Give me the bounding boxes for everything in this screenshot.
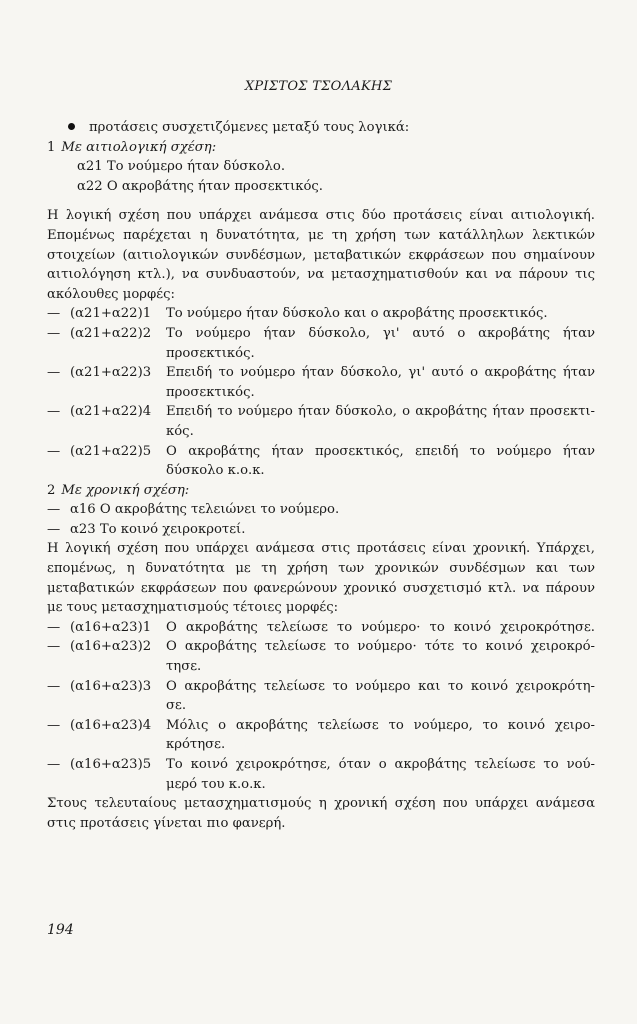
- page-number: 194: [47, 922, 74, 938]
- item-text: Ο ακροβάτης τελείωσε το νούμερο· το κοινό χειροκρότησε.: [166, 619, 595, 635]
- item-text: Επειδή το νούμερο ήταν δύσκολο, γι' αυτό ο ακροβάτης ήταν: [166, 365, 595, 381]
- example-line: α21 Το νούμερο ήταν δύσκολο.: [77, 159, 286, 175]
- bullet-text: προτάσεις συσχετιζόμενες μεταξύ τους λογικά:: [89, 120, 410, 135]
- item-text: Επειδή το νούμερο ήταν δύσκολο, ο ακροβάτης ήταν προσεκτι-: [166, 404, 595, 420]
- item-continuation: δύσκολο κ.ο.κ.: [166, 463, 265, 479]
- item-text: Ο ακροβάτης ήταν προσεκτικός, επειδή το νούμερο ήταν: [166, 443, 595, 459]
- item-continuation: τησε.: [166, 659, 202, 675]
- item-tag: (α21+α22)4: [70, 404, 152, 420]
- item-continuation: προσεκτικός.: [166, 384, 255, 400]
- example-text: α23 Το κοινό χειροκροτεί.: [70, 521, 246, 537]
- section-number: 2: [47, 482, 56, 498]
- transformation-item: — (α16+α23)1 Ο ακροβάτης τελείωσε το νούμερο· το κοινό χειροκρότησε.: [47, 618, 595, 638]
- item-text: Ο ακροβάτης τελείωσε το νούμερο· τότε το κοινό χειροκρό-: [166, 639, 595, 655]
- item-text: Το κοινό χειροκρότησε, όταν ο ακροβάτης τελείωσε το νού-: [166, 757, 595, 772]
- section-heading-2: [47, 481, 595, 501]
- paragraph-line: στοιχείων (αιτιολογικών συνδέσμων, μεταβατικών εκφράσεων που σημαίνουν: [47, 247, 595, 263]
- item-tag: (α21+α22)2: [70, 325, 152, 341]
- item-tag: (α21+α22)1: [70, 306, 152, 322]
- section-number: 1: [47, 139, 56, 155]
- section-title: Με αιτιολογική σχέση:: [61, 139, 217, 155]
- bullet-line: [47, 118, 595, 138]
- item-tag: (α16+α23)3: [70, 678, 152, 694]
- section-title: Με χρονική σχέση:: [61, 482, 190, 498]
- example-item: — α16 Ο ακροβάτης τελειώνει το νούμερο.: [47, 500, 595, 520]
- transformation-item: — (α21+α22)1 Το νούμερο ήταν δύσκολο και ο ακροβάτης προσεκτικός.: [47, 304, 595, 324]
- transformation-item: — (α16+α23)4 Μόλις ο ακροβάτης τελείωσε το νούμερο, το κοινό χειρο-: [47, 716, 595, 736]
- item-continuation: κρότησε.: [166, 737, 226, 753]
- paragraph-line: Στους τελευταίους μετασχηματισμούς η χρονική σχέση που υπάρχει ανάμεσα: [47, 796, 595, 812]
- item-tag: (α21+α22)3: [70, 365, 152, 381]
- item-tag: (α16+α23)4: [70, 717, 152, 733]
- paragraph-line: Η λογική σχέση που υπάρχει ανάμεσα στις προτάσεις είναι χρονική. Υπάρχει,: [47, 541, 595, 557]
- transformation-item: — (α16+α23)3 Ο ακροβάτης τελείωσε το νούμερο και το κοινό χειροκρότη-: [47, 677, 595, 697]
- paragraph-line: με τους μετασχηματισμούς τέτοιες μορφές:: [47, 600, 339, 616]
- transformation-item: — (α21+α22)4 Επειδή το νούμερο ήταν δύσκολο, ο ακροβάτης ήταν προσεκτι-: [47, 402, 595, 422]
- item-continuation: προσεκτικός.: [166, 345, 255, 361]
- bullet-icon: [68, 123, 75, 130]
- item-tag: (α16+α23)2: [70, 639, 152, 655]
- running-header: ΧΡΙΣΤΟΣ ΤΣΟΛΑΚΗΣ: [244, 79, 393, 94]
- item-text: Ο ακροβάτης τελείωσε το νούμερο και το κοινό χειροκρότη-: [166, 678, 595, 694]
- item-text: Το νούμερο ήταν δύσκολο και ο ακροβάτης προσεκτικός.: [166, 306, 548, 322]
- section-heading-1: [47, 138, 595, 158]
- transformation-item: — (α21+α22)3 Επειδή το νούμερο ήταν δύσκολο, γι' αυτό ο ακροβάτης ήταν: [47, 363, 595, 383]
- example-item: — α23 Το κοινό χειροκροτεί.: [47, 520, 595, 540]
- item-continuation: κός.: [166, 423, 194, 439]
- item-continuation: σε.: [166, 698, 187, 714]
- item-text: Το νούμερο ήταν δύσκολο, γι' αυτό ο ακροβάτης ήταν: [166, 325, 595, 341]
- item-tag: (α16+α23)1: [70, 619, 152, 635]
- paragraph-line: επομένως, η δυνατότητα με τη χρήση των χρονικών συνδέσμων και των: [47, 561, 595, 577]
- paragraph-line: ακόλουθες μορφές:: [47, 286, 175, 302]
- item-continuation: μερό του κ.ο.κ.: [166, 776, 266, 792]
- paragraph-line: Επομένως παρέχεται η δυνατότητα, με τη χρήση των κατάλληλων λεκτικών: [47, 227, 595, 243]
- transformation-item: — (α16+α23)2 Ο ακροβάτης τελείωσε το νούμερο· τότε το κοινό χειροκρό-: [47, 637, 595, 657]
- transformation-item: — (α21+α22)2 Το νούμερο ήταν δύσκολο, γι' αυτό ο ακροβάτης ήταν: [47, 324, 595, 344]
- example-line: α22 Ο ακροβάτης ήταν προσεκτικός.: [77, 178, 323, 194]
- paragraph-line: μεταβατικών εκφράσεων που φανερώνουν χρονικό συσχετισμό κτλ. να πάρουν: [47, 580, 595, 596]
- item-tag: (α21+α22)5: [70, 443, 152, 459]
- transformation-item: — (α16+α23)5 Το κοινό χειροκρότησε, όταν ο ακροβάτης τελείωσε το νού-: [47, 755, 595, 775]
- paragraph-line: Η λογική σχέση που υπάρχει ανάμεσα στις δύο προτάσεις είναι αιτιολογική.: [47, 208, 595, 224]
- example-text: α16 Ο ακροβάτης τελειώνει το νούμερο.: [70, 502, 340, 518]
- transformation-item: — (α21+α22)5 Ο ακροβάτης ήταν προσεκτικός, επειδή το νούμερο ήταν: [47, 442, 595, 462]
- paragraph-line: αιτιολόγηση κτλ.), να συνδυαστούν, να μετασχηματισθούν και να πάρουν τις: [47, 267, 595, 283]
- item-text: Μόλις ο ακροβάτης τελείωσε το νούμερο, το κοινό χειρο-: [166, 717, 595, 733]
- item-tag: (α16+α23)5: [70, 757, 152, 772]
- paragraph-line: στις προτάσεις γίνεται πιο φανερή.: [47, 815, 286, 831]
- page-body: [47, 118, 595, 833]
